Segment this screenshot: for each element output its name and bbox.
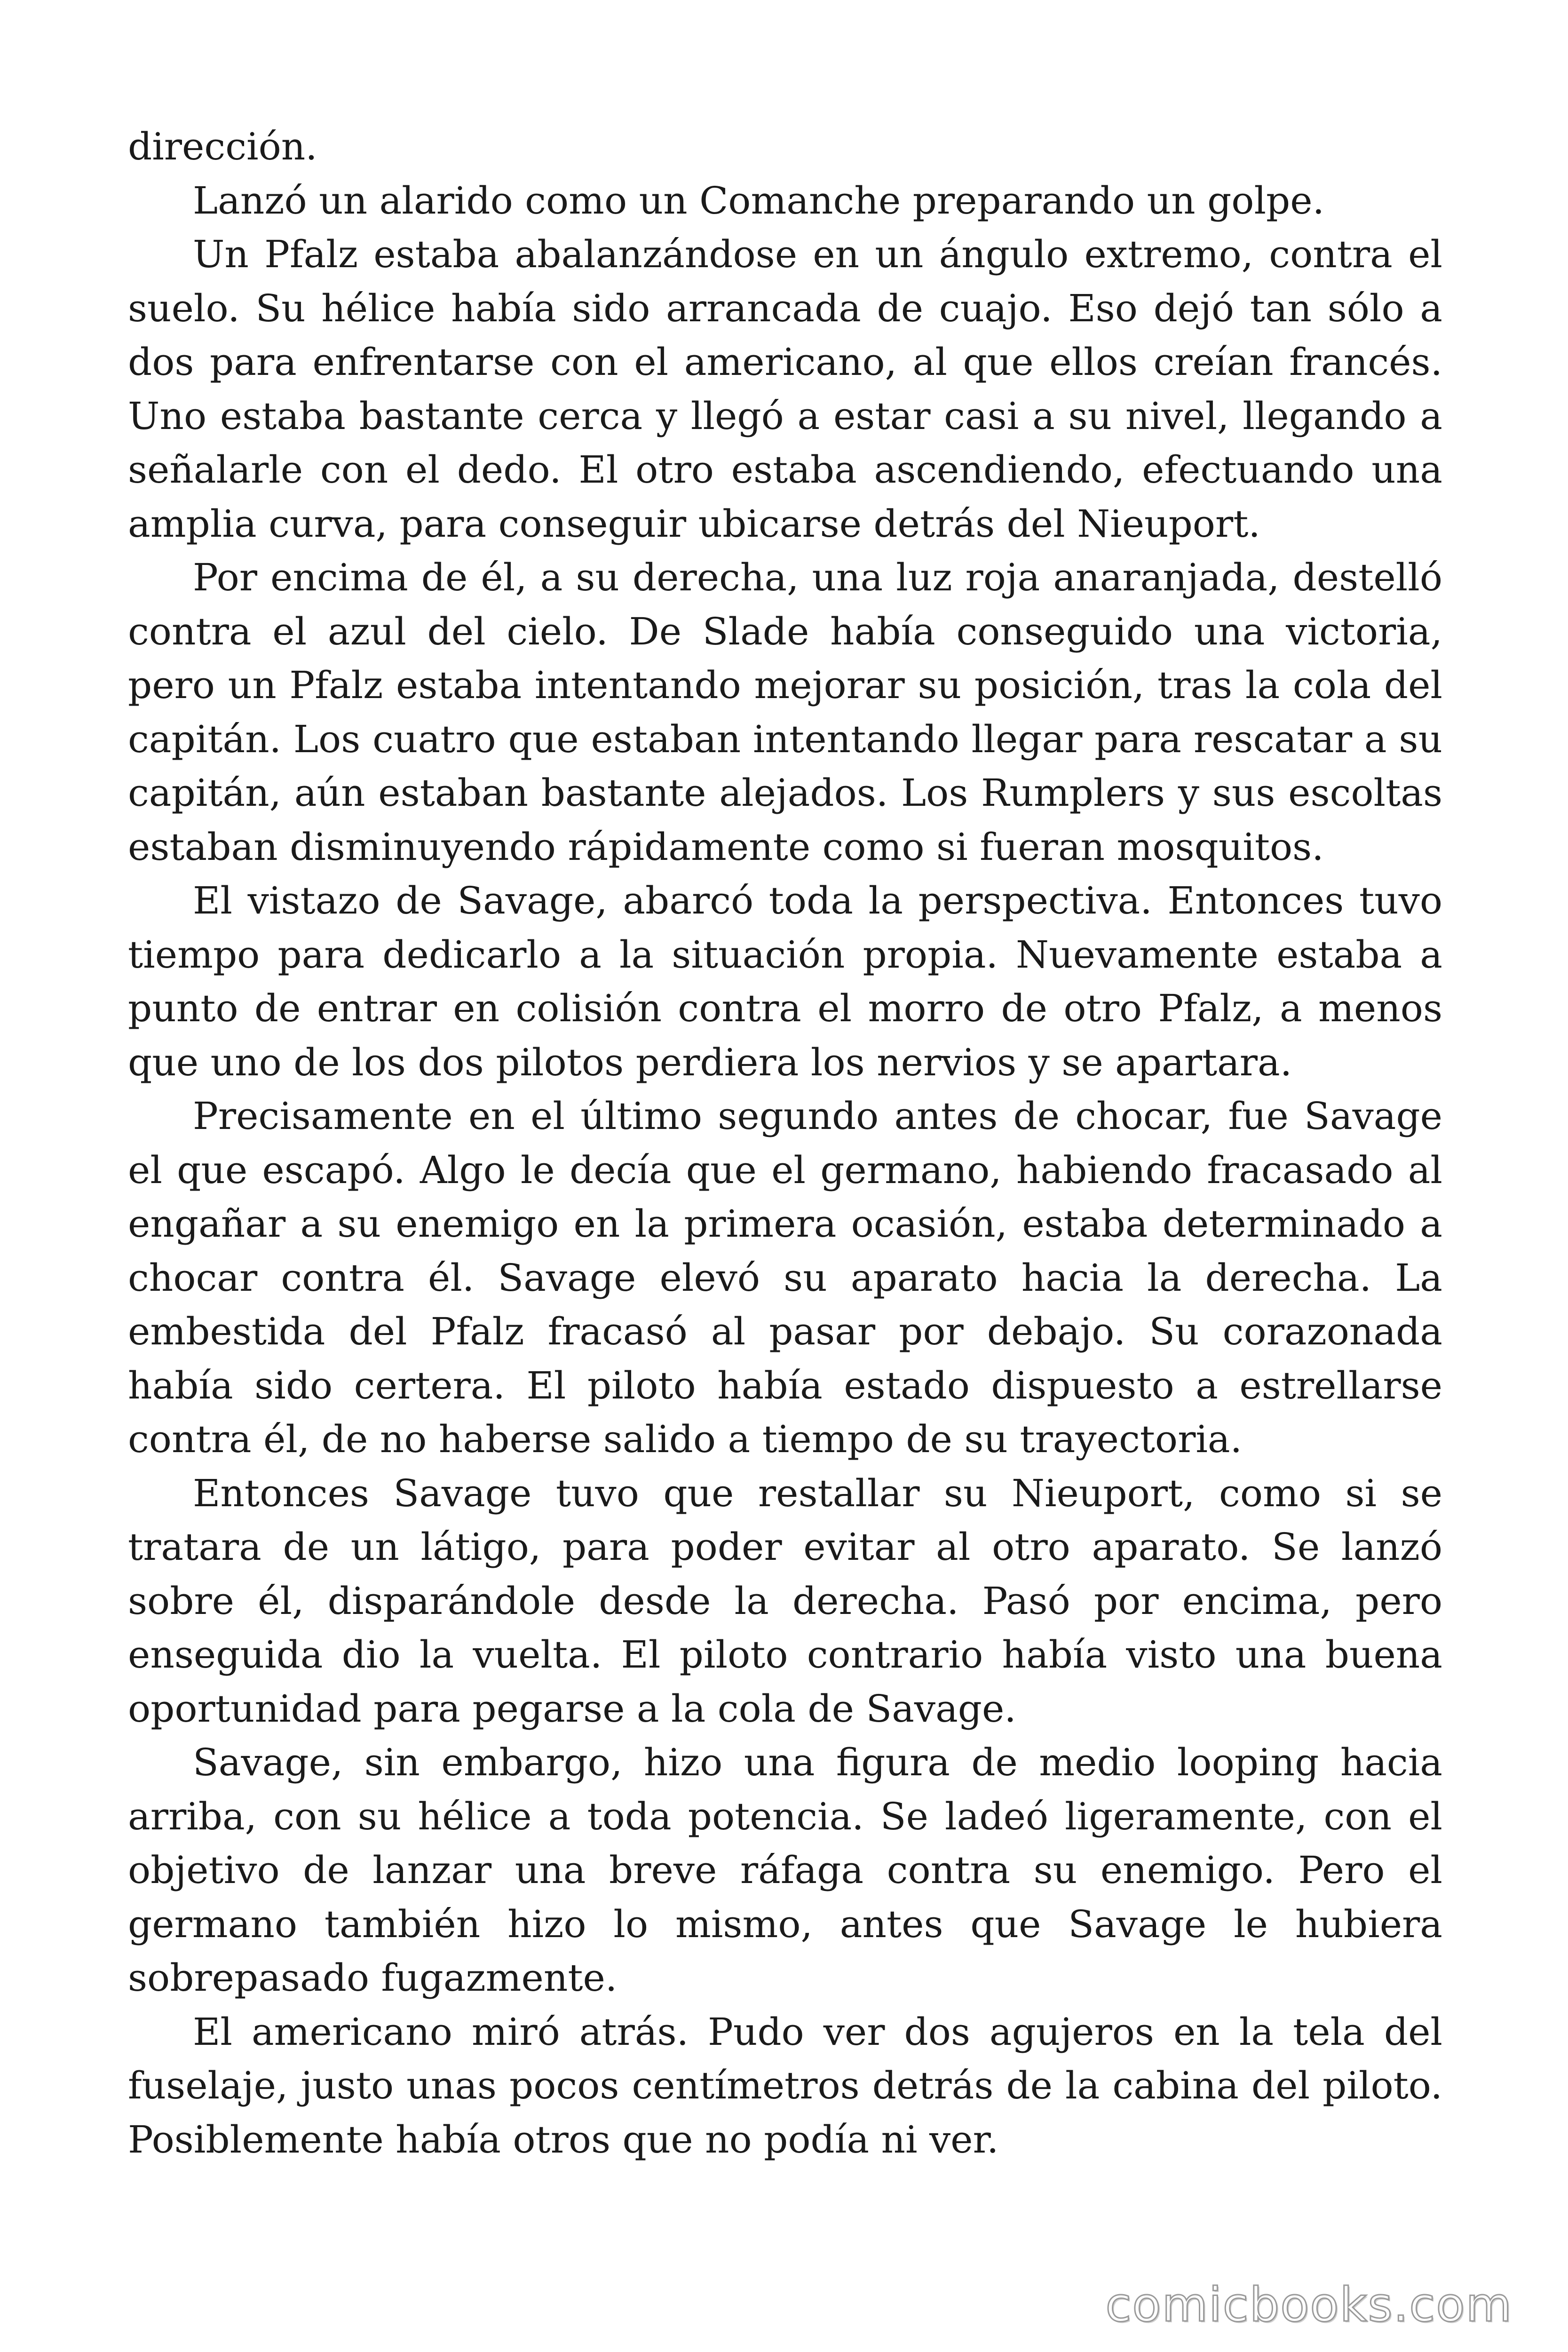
paragraph: Un Pfalz estaba abalanzándose en un ángulo extremo, contra el suelo. Su hélice había sido arrancada de cuajo. Eso dejó tan sólo a dos para enfrentarse con el americano, al que ellos creían francés. Uno estaba bastante cerca y llegó a estar casi a su nivel, llegando a señalarle con el dedo. El otro estaba ascendiendo, efectuando una amplia curva, para conseguir ubicarse detrás del Nieuport. <box>128 232 1442 546</box>
paragraph: El americano miró atrás. Pudo ver dos agujeros en la tela del fuselaje, justo unas pocos centímetros detrás de la cabina del piloto. Posiblemente había otros que no podía ni ver. <box>128 2010 1442 2161</box>
paragraph: Por encima de él, a su derecha, una luz roja anaranjada, destelló contra el azul del cielo. De Slade había conseguido una victoria, pero un Pfalz estaba intentando mejorar su posición, tras la cola del capitán. Los cuatro que estaban intentando llegar para rescatar a su capitán, aún estaban bastante alejados. Los Rumplers y sus escoltas estaban disminuyendo rápidamente como si fueran mosquitos. <box>128 556 1442 869</box>
paragraph: Lanzó un alarido como un Comanche preparando un golpe. <box>193 178 1325 222</box>
body-text <box>128 120 1442 2167</box>
paragraph: El vistazo de Savage, abarcó toda la perspectiva. Entonces tuvo tiempo para dedicarlo a la situación propia. Nuevamente estaba a punto de entrar en colisión contra el morro de otro Pfalz, a menos que uno de los dos pilotos perdiera los nervios y se apartara. <box>128 879 1442 1084</box>
paragraph: Entonces Savage tuvo que restallar su Nieuport, como si se tratara de un látigo, para poder evitar al otro aparato. Se lanzó sobre él, disparándole desde la derecha. Pasó por encima, pero enseguida dio la vuelta. El piloto contrario había visto una buena oportunidad para pegarse a la cola de Savage. <box>128 1471 1442 1731</box>
paragraph: dirección. <box>128 125 317 168</box>
watermark: comicbooks.com <box>1105 2277 1513 2332</box>
paragraph: Precisamente en el último segundo antes de chocar, fue Savage el que escapó. Algo le decía que el germano, habiendo fracasado al engañar a su enemigo en la primera ocasión, estaba determinado a chocar contra él. Savage elevó su aparato hacia la derecha. La embestida del Pfalz fracasó al pasar por debajo. Su corazonada había sido certera. El piloto había estado dispuesto a estrellarse contra él, de no haberse salido a tiempo de su trayectoria. <box>128 1094 1442 1461</box>
paragraph: Savage, sin embargo, hizo una figura de medio looping hacia arriba, con su hélice a toda potencia. Se ladeó ligeramente, con el objetivo de lanzar una breve ráfaga contra su enemigo. Pero el germano también hizo lo mismo, antes que Savage le hubiera sobrepasado fugazmente. <box>128 1740 1442 2000</box>
